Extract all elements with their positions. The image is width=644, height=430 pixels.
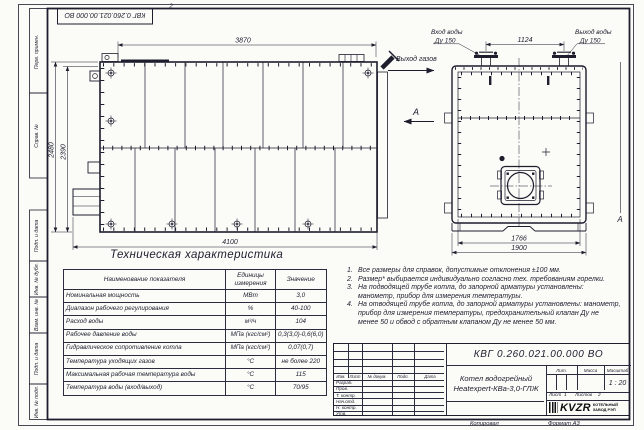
spec-header-row bbox=[64, 270, 327, 290]
inlet-label: Вход воды bbox=[431, 29, 463, 36]
tb-role-prov: Пров. bbox=[336, 386, 349, 392]
tb-sheet-label: Лист bbox=[549, 393, 562, 398]
note-item: 1. Все размеры для справок, допустимые отклонения ±100 мм. bbox=[347, 267, 561, 274]
tb-col-izm: Изм. bbox=[336, 373, 346, 379]
dim-2390: 2390 bbox=[60, 144, 68, 160]
notes-list bbox=[347, 267, 621, 327]
dim-2480: 2480 bbox=[48, 142, 56, 158]
tb-sheets-label: Листов bbox=[575, 393, 593, 398]
spec-row: Температура воды (вход/выход) °С 70/95 bbox=[64, 382, 327, 395]
tb-product-name: Котел водогрейный Heatexpert-КВа-3,0-ГЛЖ bbox=[453, 374, 539, 393]
spec-header-value: Значение bbox=[276, 270, 327, 290]
tb-role-tkontr: Т. контр. bbox=[336, 392, 356, 398]
format-label: Формат А3 bbox=[548, 420, 580, 427]
spec-header-name: Наименование показателя bbox=[64, 270, 226, 290]
spec-header-units: Единицы измерения bbox=[226, 270, 276, 290]
stamp-perv-primen: Перв. примен. bbox=[34, 34, 40, 70]
section-plane-label: А bbox=[617, 215, 623, 224]
tb-sheet-value: 1 bbox=[564, 393, 567, 398]
tb-role-razrab: Разраб. bbox=[336, 380, 353, 385]
dim-4100: 4100 bbox=[222, 239, 238, 246]
dim-1766: 1766 bbox=[511, 235, 527, 243]
note-item: 2. Размер* выбирается индивидуально согласно тех. требованиям горелки. bbox=[347, 275, 605, 283]
note-item: 4. На отводящей трубе котла, до запорной арматуры установлены: манометр, прибор для измерения температуры, предохранительный клапан Ду не менее 50 и обвод с обратным клапаном Ду не менее 50 мм. bbox=[347, 301, 621, 326]
kvzr-logo-caption: КОТЕЛЬНЫЙ ЗАВОД РЭП bbox=[592, 402, 619, 412]
spec-table-title: Техническая характеристика bbox=[110, 249, 284, 261]
tb-sheets-value: 2 bbox=[598, 393, 601, 398]
tb-col-list: Лист bbox=[349, 373, 361, 379]
doc-number-top: КВГ 0.260.021.00.000 ВО bbox=[64, 11, 146, 18]
copy-label: Копировал bbox=[470, 420, 499, 427]
inlet-dn: Ду 150 bbox=[435, 37, 456, 45]
spec-row: Диапазон рабочего регулирования % 40-100 bbox=[64, 303, 327, 316]
stamp-podp-data-1: Подп. и дата bbox=[34, 219, 40, 253]
spec-row: Расход воды м³/ч 104 bbox=[64, 316, 327, 329]
stamp-inv-dubl: Инв. № дубл. bbox=[34, 263, 40, 295]
tb-lit-label: Лит. bbox=[556, 367, 567, 373]
outlet-label: Выход воды bbox=[575, 29, 612, 36]
dim-1124: 1124 bbox=[517, 37, 533, 44]
spec-row: Рабочее давление воды МПа (кгс/см²) 0,3(3,0)-0,6(6,0) bbox=[64, 329, 327, 342]
title-block bbox=[333, 343, 630, 416]
tb-mass-label: Масса bbox=[583, 367, 598, 373]
kvzr-logo: KVZR КОТЕЛЬНЫЙ ЗАВОД РЭП bbox=[546, 400, 634, 416]
stamp-inv-podl: Инв. № подл. bbox=[34, 385, 40, 419]
tb-scale-value: 1 : 20 bbox=[608, 379, 627, 387]
tb-role-nachotd: Нач.отд. bbox=[336, 398, 356, 404]
note-item: 3. На подводящей трубе котла, до запорной арматуры установлены: манометр, прибор для измерения температуры. bbox=[347, 284, 584, 300]
tb-role-utv: Утв. bbox=[336, 411, 347, 417]
dim-1900: 1900 bbox=[511, 245, 527, 252]
tb-col-podp: Подп. bbox=[397, 373, 409, 379]
tb-col-data: Дата bbox=[424, 373, 436, 379]
gas-outlet-label: Выход газов bbox=[396, 56, 437, 63]
side-view bbox=[73, 51, 399, 232]
tb-doc-number: КВГ 0.260.021.00.000 ВО bbox=[446, 344, 631, 366]
section-view-label: А bbox=[413, 107, 420, 117]
spec-row: Гидравлическое сопротивление котла МПа (кгс/см²) 0,07(0,7) bbox=[64, 342, 327, 355]
tb-scale-label: Масштаб bbox=[606, 367, 629, 373]
stamp-vzam-inv: Взам. инв. № bbox=[34, 298, 40, 332]
spec-table bbox=[63, 269, 327, 396]
tb-role-nkontr: Н. контр. bbox=[336, 405, 357, 410]
tb-col-dokum: № докум. bbox=[367, 373, 387, 379]
spec-row: Номинальная мощность МВт 3,0 bbox=[64, 290, 327, 303]
sheet-top-mark: 2 bbox=[169, 4, 173, 10]
front-view bbox=[445, 52, 594, 231]
stamp-sprav-no: Справ. № bbox=[34, 124, 40, 148]
spec-row: Максимальная рабочая температура воды °С 115 bbox=[64, 369, 327, 382]
dim-3870: 3870 bbox=[235, 37, 251, 45]
outlet-dn: Ду 150 bbox=[580, 37, 601, 45]
spec-row: Температура уходящих газов °С не более 220 bbox=[64, 355, 327, 368]
kvzr-logo-mark-icon bbox=[549, 402, 558, 413]
stamp-podp-data-2: Подп. и дата bbox=[34, 342, 40, 376]
